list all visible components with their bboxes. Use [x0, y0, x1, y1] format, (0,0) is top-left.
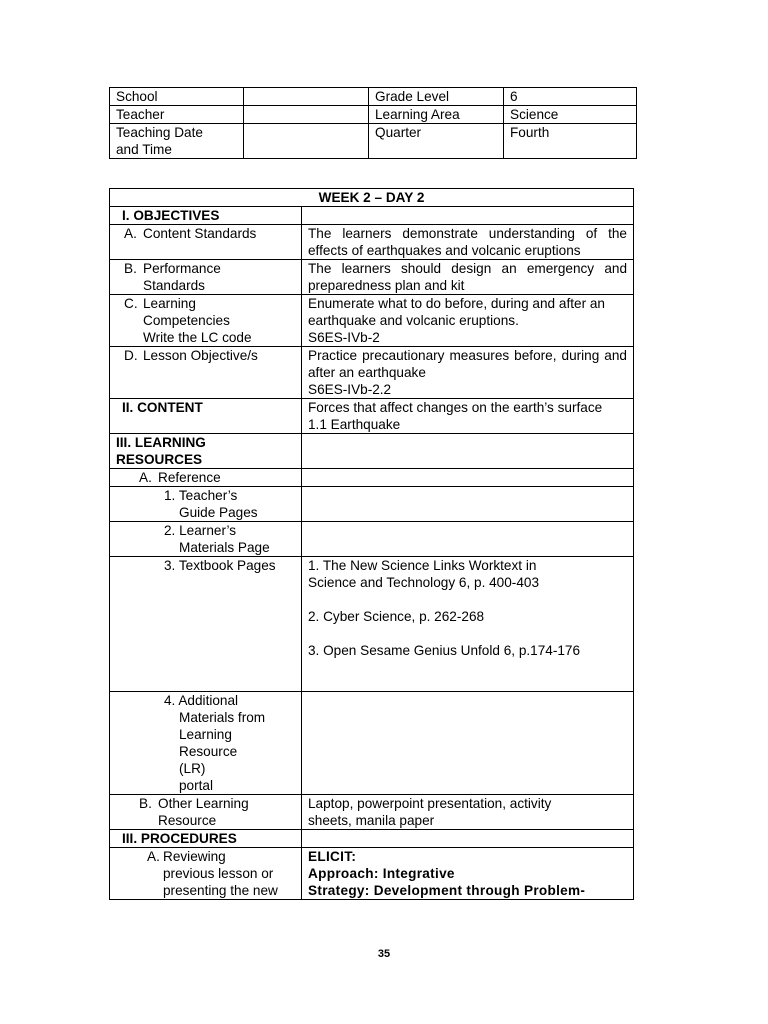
performance-standards-label-line-1: Performance — [143, 261, 221, 276]
teaching-date-label — [110, 124, 244, 159]
procedures-label: III. PROCEDURES — [110, 830, 302, 848]
additional-materials-label-line-4: Resource — [179, 744, 238, 759]
reference-label-text: Reference — [158, 470, 221, 485]
additional-materials-value — [302, 692, 634, 795]
reference-row — [110, 469, 634, 487]
learning-competencies-label-line-3: Write the LC code — [143, 330, 252, 345]
reference-value — [302, 469, 634, 487]
additional-materials-label — [110, 692, 302, 795]
learners-materials-label — [110, 522, 302, 557]
reviewing-label-line-3: presenting the new — [163, 883, 278, 898]
additional-materials-label-line-1: 4. Additional — [164, 693, 239, 708]
content-standards-label — [110, 225, 302, 260]
learning-area-label: Learning Area — [369, 106, 504, 124]
teachers-guide-value — [302, 487, 634, 522]
quarter-label: Quarter — [369, 124, 504, 159]
performance-standards-label-line-2: Standards — [143, 278, 205, 293]
additional-materials-label-line-6: portal — [179, 778, 214, 793]
reviewing-label-line-2: previous lesson or — [163, 866, 274, 881]
learning-area-value: Science — [504, 106, 637, 124]
additional-materials-label-line-3: Learning — [179, 727, 232, 742]
elicit-heading: ELICIT: — [308, 849, 357, 864]
learning-resources-label — [110, 434, 302, 469]
learning-resources-value — [302, 434, 634, 469]
textbook-item-3: 3. Open Sesame Genius Unfold 6, p.174-176 — [308, 643, 581, 658]
other-resources-value — [302, 795, 634, 830]
reviewing-label-line-1: Reviewing — [163, 849, 226, 864]
lesson-objectives-label — [110, 347, 302, 399]
reviewing-row — [110, 848, 634, 900]
content-topic: Forces that affect changes on the earth’s surface — [308, 400, 603, 415]
teaching-date-value — [244, 124, 369, 159]
other-resources-row — [110, 795, 634, 830]
teacher-label: Teacher — [110, 106, 244, 124]
reviewing-label — [110, 848, 302, 900]
content-label: II. CONTENT — [110, 399, 302, 434]
learners-materials-value — [302, 522, 634, 557]
teaching-date-row — [110, 124, 637, 159]
learners-materials-label-line-2: Materials Page — [179, 540, 270, 555]
other-resources-line-2: sheets, manila paper — [308, 813, 435, 828]
lesson-objectives-row — [110, 347, 634, 399]
learners-materials-row — [110, 522, 634, 557]
learning-competencies-value — [302, 295, 634, 347]
performance-standards-row — [110, 260, 634, 295]
other-resources-line-1: Laptop, powerpoint presentation, activity — [308, 796, 552, 811]
content-value — [302, 399, 634, 434]
school-value — [244, 88, 369, 106]
week-day-row — [110, 189, 634, 207]
content-standards-row — [110, 225, 634, 260]
school-row — [110, 88, 637, 106]
lesson-objectives-mark: D. — [124, 348, 138, 363]
content-row — [110, 399, 634, 434]
content-standards-label-text: Content Standards — [143, 226, 257, 241]
learning-competencies-label-line-2: Competencies — [143, 313, 230, 328]
other-resources-label — [110, 795, 302, 830]
learners-materials-label-line-1: 2. Learner’s — [164, 523, 237, 538]
teachers-guide-label — [110, 487, 302, 522]
teachers-guide-label-line-2: Guide Pages — [179, 505, 258, 520]
performance-standards-value: The learners should design an emergency and preparedness plan and kit — [302, 260, 634, 295]
other-resources-label-line-1: Other Learning — [158, 796, 249, 811]
learning-competencies-row — [110, 295, 634, 347]
lesson-objectives-code: S6ES-IVb-2.2 — [308, 382, 392, 397]
page-number: 35 — [377, 948, 391, 960]
additional-materials-row — [110, 692, 634, 795]
additional-materials-label-line-5: (LR) — [179, 761, 206, 776]
textbook-pages-row — [110, 557, 634, 692]
reviewing-value — [302, 848, 634, 900]
performance-standards-mark: B. — [124, 261, 137, 276]
lesson-objectives-label-text: Lesson Objective/s — [143, 348, 258, 363]
reference-mark: A. — [139, 470, 152, 485]
objectives-label: I. OBJECTIVES — [110, 207, 302, 225]
content-subtopic: 1.1 Earthquake — [308, 417, 401, 432]
learning-competencies-text: Enumerate what to do before, during and after an earthquake and volcanic eruptions. — [308, 296, 605, 328]
teaching-date-label-line-2: and Time — [116, 142, 172, 157]
performance-standards-label — [110, 260, 302, 295]
objectives-row — [110, 207, 634, 225]
objectives-value — [302, 207, 634, 225]
grade-level-value: 6 — [504, 88, 637, 106]
textbook-pages-label: 3. Textbook Pages — [110, 557, 302, 692]
other-resources-label-line-2: Resource — [158, 813, 217, 828]
week-day-title: WEEK 2 – DAY 2 — [110, 189, 634, 207]
textbook-pages-value — [302, 557, 634, 692]
teachers-guide-label-line-1: 1. Teacher’s — [164, 488, 238, 503]
learning-resources-label-line-2: RESOURCES — [116, 452, 203, 467]
other-resources-mark: B. — [139, 796, 152, 811]
quarter-value: Fourth — [504, 124, 637, 159]
teachers-guide-row — [110, 487, 634, 522]
lesson-plan-table — [109, 188, 634, 900]
reference-label — [110, 469, 302, 487]
content-standards-value: The learners demonstrate understanding of the effects of earthquakes and volcanic eruptions — [302, 225, 634, 260]
lesson-objectives-text: Practice precautionary measures before, during and after an earthquake — [308, 348, 627, 380]
lesson-objectives-value — [302, 347, 634, 399]
grade-level-label: Grade Level — [369, 88, 504, 106]
school-label: School — [110, 88, 244, 106]
teacher-value — [244, 106, 369, 124]
learning-resources-label-line-1: III. LEARNING — [116, 435, 206, 450]
textbook-item-2: 2. Cyber Science, p. 262-268 — [308, 609, 485, 624]
teaching-date-label-line-1: Teaching Date — [116, 125, 203, 140]
content-standards-mark: A. — [124, 226, 137, 241]
learning-competencies-label — [110, 295, 302, 347]
approach-text: Approach: Integrative — [308, 866, 455, 881]
learning-competencies-label-line-1: Learning — [143, 296, 196, 311]
learning-competencies-code: S6ES-IVb-2 — [308, 330, 380, 345]
learning-resources-row — [110, 434, 634, 469]
additional-materials-label-line-2: Materials from — [179, 710, 266, 725]
procedures-value — [302, 830, 634, 848]
teacher-row — [110, 106, 637, 124]
textbook-item-1-line-2: Science and Technology 6, p. 400-403 — [308, 575, 540, 590]
textbook-item-1-line-1: 1. The New Science Links Worktext in — [308, 558, 537, 573]
strategy-text: Strategy: Development through Problem- — [308, 883, 586, 898]
school-info-table — [109, 87, 637, 159]
procedures-row — [110, 830, 634, 848]
learning-competencies-mark: C. — [124, 296, 138, 311]
reviewing-mark: A. — [147, 849, 160, 864]
